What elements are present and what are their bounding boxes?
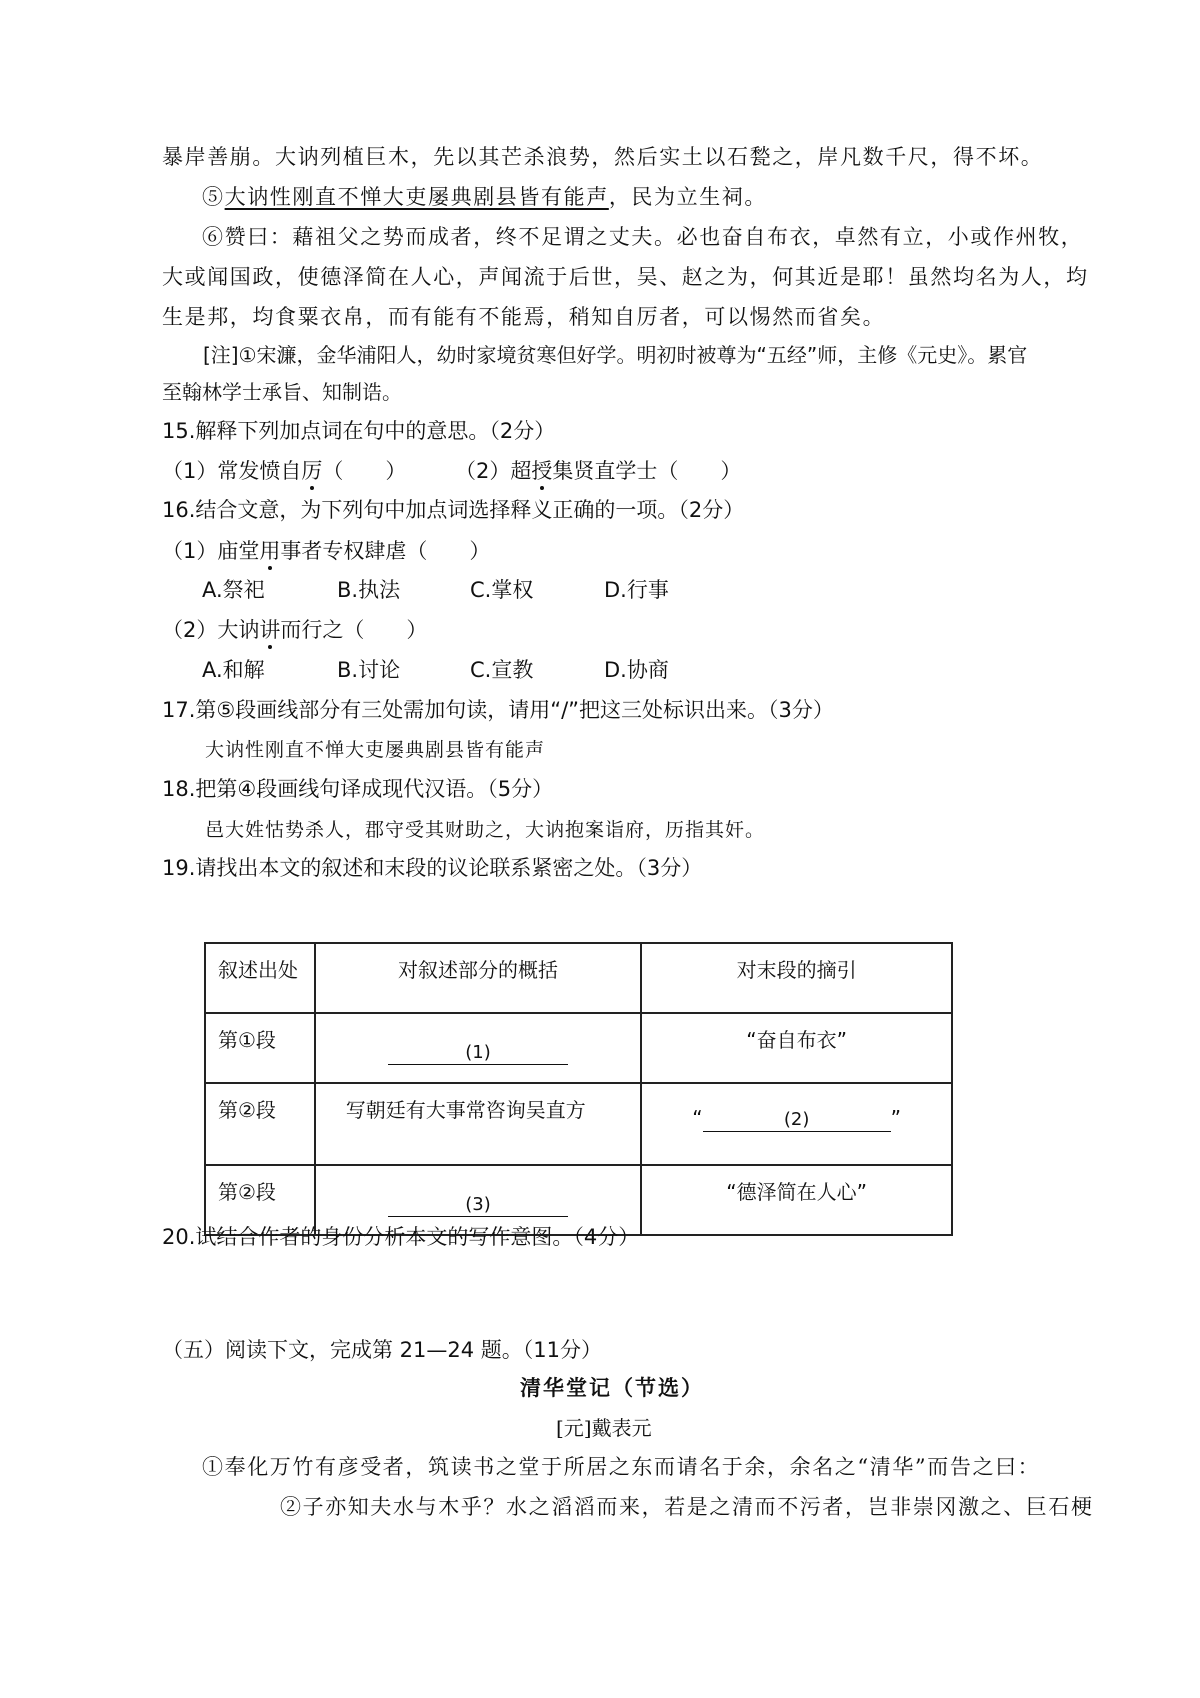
paragraph-number: ⑤: [202, 185, 225, 209]
footnote-line: [注]①宋濂，金华浦阳人，幼时家境贫寒但好学。明初时被尊为“五经”师，主修《元史》。累官: [203, 343, 1028, 367]
option-a: A.祭祀: [202, 578, 265, 602]
question-18: 18.把第④段画线句译成现代汉语。（5分）: [162, 777, 554, 801]
table-cell-quote: “奋自布衣”: [641, 1013, 952, 1083]
option-b: B.执法: [337, 578, 401, 602]
section-heading: （五）阅读下文，完成第 21—24 题。（11分）: [162, 1338, 603, 1362]
dotted-word: 授: [531, 456, 552, 486]
passage-paragraph-5: [202, 182, 767, 212]
option-d: D.协商: [604, 658, 669, 682]
table-cell-summary: 写朝廷有大事常咨询吴直方: [315, 1083, 641, 1165]
question-18-text: 邑大姓怙势杀人，郡守受其财助之，大讷抱案诣府，历指其奸。: [205, 819, 766, 841]
question-16-item-1: [162, 536, 490, 566]
table-cell-source: 第②段: [205, 1165, 315, 1235]
answer-blank: 而行之（ ）: [280, 618, 428, 642]
option-b: B.讨论: [337, 658, 401, 682]
question-17: 17.第⑤段画线部分有三处需加句读，请用“/”把这三处标识出来。（3分）: [162, 698, 834, 722]
question-20: 20.试结合作者的身份分析本文的写作意图。（4分）: [162, 1225, 640, 1249]
table-cell-quote: “德泽简在人心”: [641, 1165, 952, 1235]
option-d: D.行事: [604, 578, 669, 602]
dotted-word: 讲: [259, 615, 280, 645]
answer-blank: 集贤直学士（ ）: [552, 459, 742, 483]
underlined-sentence: 大讷性刚直不惮大吏屡典剧县皆有能声: [224, 185, 609, 209]
question-16-item-2: [162, 615, 427, 645]
answer-blank: 事者专权肆虐（ ）: [280, 539, 491, 563]
item-text: （1）常发愤自: [162, 459, 302, 483]
item-text: （2）大讷: [162, 618, 260, 642]
table-header: 叙述出处: [205, 943, 315, 1013]
article-paragraph-2: ②子亦知夫水与木乎？水之滔滔而来，若是之清而不污者，岂非崇冈激之、巨石梗: [280, 1495, 1094, 1519]
table-cell-summary: [315, 1013, 641, 1083]
option-a: A.和解: [202, 658, 265, 682]
question-15-item-1: [162, 456, 406, 486]
open-quote: “: [692, 1106, 703, 1130]
item-text: （2）超: [455, 459, 532, 483]
option-c: C.掌权: [470, 578, 534, 602]
dotted-word: 厉: [301, 456, 322, 486]
fill-in-blank[interactable]: (2): [703, 1109, 891, 1132]
dotted-word: 用: [259, 536, 280, 566]
table-row: [205, 1013, 952, 1083]
article-title: 清华堂记（节选）: [520, 1375, 704, 1400]
option-c: C.宣教: [470, 658, 534, 682]
fill-in-blank[interactable]: (1): [388, 1042, 568, 1065]
passage-paragraph-6-line: ⑥赞曰：藉祖父之势而成者，终不足谓之丈夫。必也奋自布衣，卓然有立，小或作州牧，: [202, 225, 1084, 249]
article-author: [元]戴表元: [556, 1416, 652, 1440]
table-header: 对末段的摘引: [641, 943, 952, 1013]
passage-line: 暴岸善崩。大讷列植巨木，先以其芒杀浪势，然后实土以石甃之，岸凡数千尺，得不坏。: [162, 145, 1044, 169]
passage-text: ，民为立生祠。: [608, 185, 768, 209]
table-cell-source: 第①段: [205, 1013, 315, 1083]
close-quote: ”: [890, 1106, 901, 1130]
fill-in-blank[interactable]: (3): [388, 1194, 568, 1217]
table-cell-source: 第②段: [205, 1083, 315, 1165]
question-19: 19.请找出本文的叙述和末段的议论联系紧密之处。（3分）: [162, 856, 703, 880]
article-paragraph-1: ①奉化万竹有彦受者，筑读书之堂于所居之东而请名于余，余名之“清华”而告之曰：: [202, 1455, 1041, 1479]
question-16: 16.结合文意，为下列句中加点词选择释义正确的一项。（2分）: [162, 498, 745, 522]
question-17-text: 大讷性刚直不惮大吏屡典剧县皆有能声: [205, 739, 546, 761]
table-header: 对叙述部分的概括: [315, 943, 641, 1013]
table-cell-quote: [641, 1083, 952, 1165]
answer-blank: （ ）: [322, 459, 407, 483]
passage-paragraph-6-line: 生是邦，均食粟衣帛，而有能有不能焉，稍知自厉者，可以惕然而省矣。: [162, 305, 886, 329]
table-row: [205, 1083, 952, 1165]
answer-table: [204, 942, 953, 1236]
footnote-line: 至翰林学士承旨、知制诰。: [162, 380, 402, 404]
item-text: （1）庙堂: [162, 539, 260, 563]
question-15-item-2: [455, 456, 741, 486]
passage-paragraph-6-line: 大或闻国政，使德泽简在人心，声闻流于后世，吴、赵之为，何其近是耶！虽然均名为人，均: [162, 265, 1089, 289]
table-header-row: [205, 943, 952, 1013]
question-15: 15.解释下列加点词在句中的意思。（2分）: [162, 419, 556, 443]
